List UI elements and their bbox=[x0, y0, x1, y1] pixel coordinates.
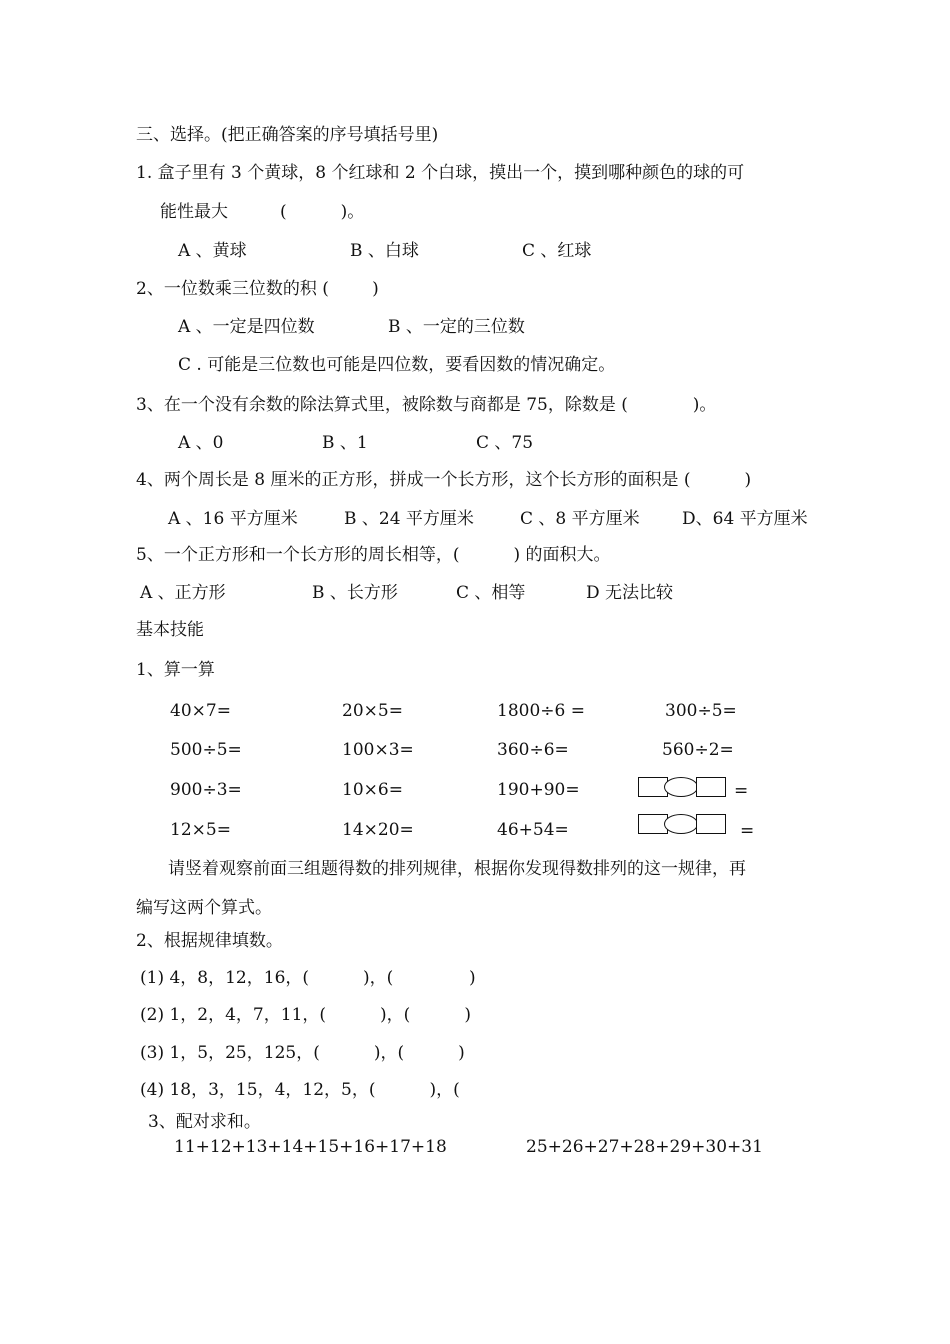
pattern-item-3: (3) 1，5，25，125，( )，( ) bbox=[140, 1043, 465, 1063]
question-5: 5、一个正方形和一个长方形的周长相等，( ) 的面积大。 bbox=[136, 545, 611, 565]
calc-item: 100×3= bbox=[342, 740, 414, 760]
question-1-line-2: 能性最大 bbox=[160, 202, 228, 222]
question-1-option-c: C 、红球 bbox=[522, 241, 592, 261]
question-2-option-a: A 、一定是四位数 bbox=[178, 317, 315, 337]
pattern-item-4: (4) 18，3，15，4，12，5，( )，( bbox=[140, 1080, 460, 1100]
question-2-option-b: B 、一定的三位数 bbox=[388, 317, 525, 337]
question-5-option-d: D 无法比较 bbox=[586, 583, 674, 603]
blank-box[interactable] bbox=[696, 814, 726, 834]
equals-sign: = bbox=[734, 781, 749, 801]
question-5-option-b: B 、长方形 bbox=[312, 583, 398, 603]
calc-item: 900÷3= bbox=[170, 780, 242, 800]
calc-item: 40×7= bbox=[170, 701, 231, 721]
instruction-line-2: 编写这两个算式。 bbox=[136, 898, 272, 918]
question-3-option-a: A 、0 bbox=[178, 433, 224, 453]
operator-blank-oval[interactable] bbox=[664, 814, 698, 834]
pair-sum-title: 3、配对求和。 bbox=[148, 1112, 261, 1132]
question-3-option-b: B 、1 bbox=[322, 433, 368, 453]
pattern-item-1: (1) 4，8，12，16，( )，( ) bbox=[140, 968, 476, 988]
calc-item: 500÷5= bbox=[170, 740, 242, 760]
operator-blank-oval[interactable] bbox=[664, 777, 698, 797]
question-1-option-b: B 、白球 bbox=[350, 241, 419, 261]
calc-item: 1800÷6 = bbox=[497, 701, 585, 721]
question-1-line-1: 1. 盒子里有 3 个黄球，8 个红球和 2 个白球，摸出一个，摸到哪种颜色的球的可 bbox=[136, 163, 745, 183]
calc-title: 1、算一算 bbox=[136, 660, 215, 680]
calc-item: 360÷6= bbox=[497, 740, 569, 760]
question-4-option-c: C 、8 平方厘米 bbox=[520, 509, 640, 529]
calc-item: 46+54= bbox=[497, 820, 569, 840]
question-4-option-a: A 、16 平方厘米 bbox=[168, 509, 298, 529]
pattern-title: 2、根据规律填数。 bbox=[136, 931, 283, 951]
sum-expression-2: 25+26+27+28+29+30+31 bbox=[526, 1137, 763, 1157]
calc-item: 560÷2= bbox=[662, 740, 734, 760]
blank-box[interactable] bbox=[696, 777, 726, 797]
calc-item: 20×5= bbox=[342, 701, 403, 721]
instruction-line-1: 请竖着观察前面三组题得数的排列规律，根据你发现得数排列的这一规律，再 bbox=[168, 859, 746, 879]
question-3: 3、在一个没有余数的除法算式里，被除数与商都是 75，除数是 ( )。 bbox=[136, 395, 717, 415]
calc-item: 12×5= bbox=[170, 820, 231, 840]
question-4-option-b: B 、24 平方厘米 bbox=[344, 509, 474, 529]
question-1-answer-blank: ( )。 bbox=[280, 202, 365, 222]
question-5-option-a: A 、正方形 bbox=[140, 583, 226, 603]
section-heading-skills: 基本技能 bbox=[136, 620, 204, 640]
calc-item: 300÷5= bbox=[665, 701, 737, 721]
pattern-item-2: (2) 1，2，4，7，11，( )，( ) bbox=[140, 1005, 471, 1025]
calc-item: 14×20= bbox=[342, 820, 414, 840]
calc-item: 10×6= bbox=[342, 780, 403, 800]
question-4-option-d: D、64 平方厘米 bbox=[682, 509, 808, 529]
section-heading-choice: 三、选择。(把正确答案的序号填括号里) bbox=[136, 125, 439, 145]
question-3-option-c: C 、75 bbox=[476, 433, 534, 453]
question-2-option-c: C . 可能是三位数也可能是四位数，要看因数的情况确定。 bbox=[178, 355, 616, 375]
sum-expression-1: 11+12+13+14+15+16+17+18 bbox=[174, 1137, 447, 1157]
equals-sign: = bbox=[740, 821, 755, 841]
question-4: 4、两个周长是 8 厘米的正方形，拼成一个长方形，这个长方形的面积是 ( ) bbox=[136, 470, 752, 490]
question-2: 2、一位数乘三位数的积 ( ) bbox=[136, 279, 379, 299]
question-5-option-c: C 、相等 bbox=[456, 583, 526, 603]
calc-item: 190+90= bbox=[497, 780, 580, 800]
question-1-option-a: A 、黄球 bbox=[178, 241, 247, 261]
